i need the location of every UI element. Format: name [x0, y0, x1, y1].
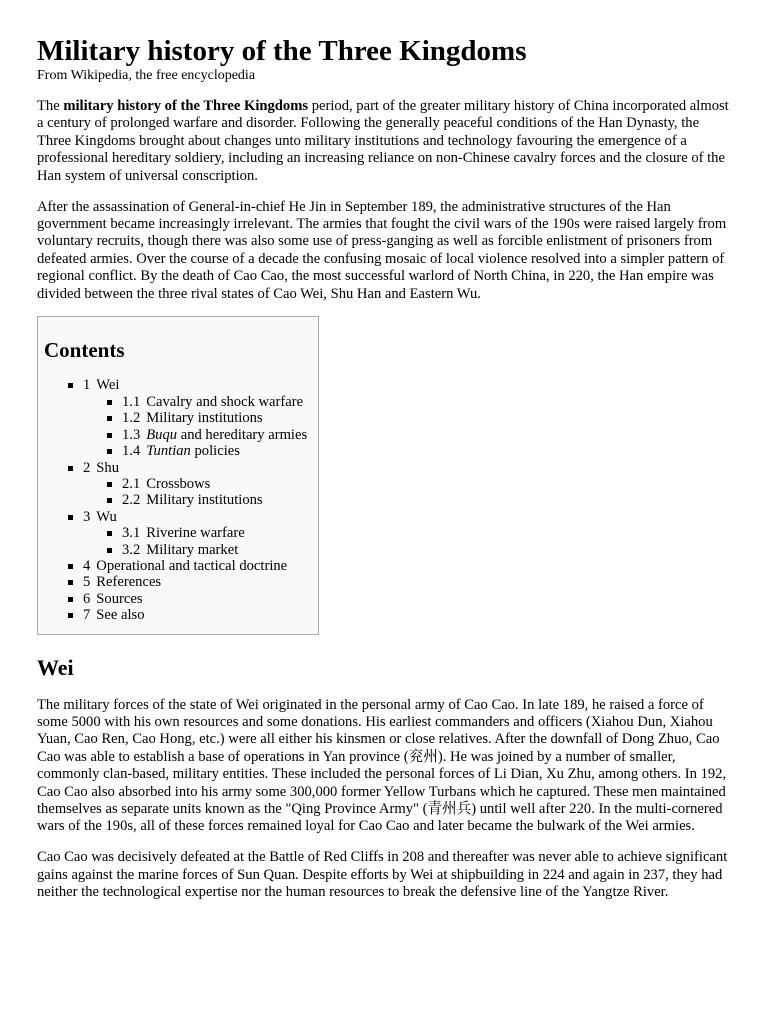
intro-post: period, part of the greater military history of China incorporated almost a century of prolonged warfare and disorder. Following the generally peaceful conditions of the Han Dynasty, the Three Kingdoms brought about changes unto military institutions and technology favouring the emergence of a professional hereditary soldiery, including an increasing reliance on non-Chinese cavalry forces and the closure of the Han system of universal conscription. — [37, 98, 729, 184]
toc-item[interactable] — [44, 591, 318, 607]
intro-pre: The — [37, 98, 64, 114]
toc-item[interactable] — [44, 377, 318, 459]
section-heading-wei: Wei — [37, 654, 74, 680]
toc-item-number: 3 — [83, 508, 91, 525]
toc-item-number: 1.4 — [122, 443, 141, 460]
toc-item-label: Shu — [96, 459, 120, 476]
toc-item[interactable] — [83, 410, 318, 426]
intro-bold-term: military history of the Three Kingdoms — [63, 98, 309, 114]
toc-item-label: Wu — [96, 508, 117, 525]
intro-paragraph-1 — [37, 98, 732, 185]
toc-item-label: Wei — [96, 377, 120, 394]
toc-item[interactable] — [83, 443, 318, 459]
toc-item[interactable] — [83, 525, 318, 541]
toc-item[interactable] — [83, 394, 318, 410]
toc-item[interactable] — [83, 476, 318, 492]
toc-item-number: 2.1 — [122, 475, 141, 492]
intro-paragraph-2: After the assassination of General-in-chief He Jin in September 189, the administrative structures of the Han government became increasingly irrelevant. The armies that fought the civil wars of the 190s were raised largely from voluntary recruits, though there was also some use of press-ganging as well as forcible enlistment of prisoners from defeated armies. Over the course of a decade the confusing mosaic of local violence resolved into a simpler pattern of regional conflict. By the death of Cao Cao, the most successful warlord of North China, in 220, the Han empire was divided between the three rival states of Cao Wei, Shu Han and Eastern Wu. — [37, 198, 727, 302]
toc-heading: Contents — [44, 338, 125, 363]
toc-item-label: Military institutions — [146, 492, 263, 509]
toc-item-label: Sources — [96, 590, 143, 607]
toc-item-number: 6 — [83, 590, 91, 607]
wei-paragraph-1: The military forces of the state of Wei originated in the personal army of Cao Cao. In late 189, he raised a force of some 5000 with his own resources and some donations. His earliest commanders and officers (Xiahou Dun, Xiahou Yuan, Cao Ren, Cao Hong, etc.) were all either his kinsmen or close relatives. After the downfall of Dong Zhuo, Cao Cao was able to establish a base of operations in Yan province (兖州). He was joined by a number of smaller, commonly clan-based, military entities. These included the personal forces of Li Dian, Xu Zhu, among others. In 192, Cao Cao also absorbed into his army some 300,000 former Yellow Turbans which he captured. These men maintained themselves as separate units known as the "Qing Province Army" (青州兵) until well after 220. In the multi-cornered wars of the 190s, all of these forces remained loyal for Cao Cao and later became the bulwark of the Wei armies. — [37, 696, 727, 835]
toc-item[interactable] — [83, 427, 318, 443]
toc-item-number: 3.1 — [122, 525, 141, 542]
toc-item-label: Crossbows — [146, 475, 211, 492]
toc-item[interactable] — [44, 558, 318, 574]
toc-item-label-italic: Tuntian — [146, 443, 191, 460]
toc-item[interactable] — [83, 542, 318, 558]
toc-sublist — [83, 525, 318, 558]
toc-item-number: 1.3 — [122, 426, 141, 443]
toc-item[interactable] — [44, 574, 318, 590]
toc-item-label: Military institutions — [146, 410, 263, 427]
toc-item-number: 1.2 — [122, 410, 141, 427]
wei-paragraph-2: Cao Cao was decisively defeated at the Battle of Red Cliffs in 208 and thereafter was never able to achieve significant gains against the marine forces of Sun Quan. Despite efforts by Wei at shipbuilding in 224 and again in 237, they had neither the technological expertise nor the human resources to break the defensive line of the Yangtze River. — [37, 849, 728, 901]
page-title: Military history of the Three Kingdoms — [37, 35, 527, 67]
toc-item-number: 4 — [83, 557, 91, 574]
toc-item-label: policies — [190, 443, 240, 460]
toc-item-number: 5 — [83, 574, 91, 591]
toc-item-number: 7 — [83, 607, 91, 624]
toc-item-number: 3.2 — [122, 541, 141, 558]
toc-item[interactable] — [83, 492, 318, 508]
toc-item-number: 1 — [83, 377, 91, 394]
toc-item-label: References — [96, 574, 162, 591]
toc-item[interactable] — [44, 460, 318, 509]
toc-item-number: 2.2 — [122, 492, 141, 509]
toc-list — [44, 377, 318, 623]
tagline: From Wikipedia, the free encyclopedia — [37, 68, 256, 83]
toc-item-number: 2 — [83, 459, 91, 476]
toc-item-label: Military market — [146, 541, 239, 558]
toc-item[interactable] — [44, 607, 318, 623]
toc-item-label: Riverine warfare — [146, 525, 245, 542]
toc-sublist — [83, 394, 318, 460]
toc-item-label: See also — [96, 607, 145, 624]
toc-item-label: Operational and tactical doctrine — [96, 557, 288, 574]
toc-item-label-italic: Buqu — [146, 426, 178, 443]
toc-item-label: Cavalry and shock warfare — [146, 393, 304, 410]
toc-item-number: 1.1 — [122, 393, 141, 410]
toc-sublist — [83, 476, 318, 509]
toc-item[interactable] — [44, 509, 318, 558]
toc-item-label: and hereditary armies — [177, 426, 308, 443]
table-of-contents — [37, 316, 319, 634]
